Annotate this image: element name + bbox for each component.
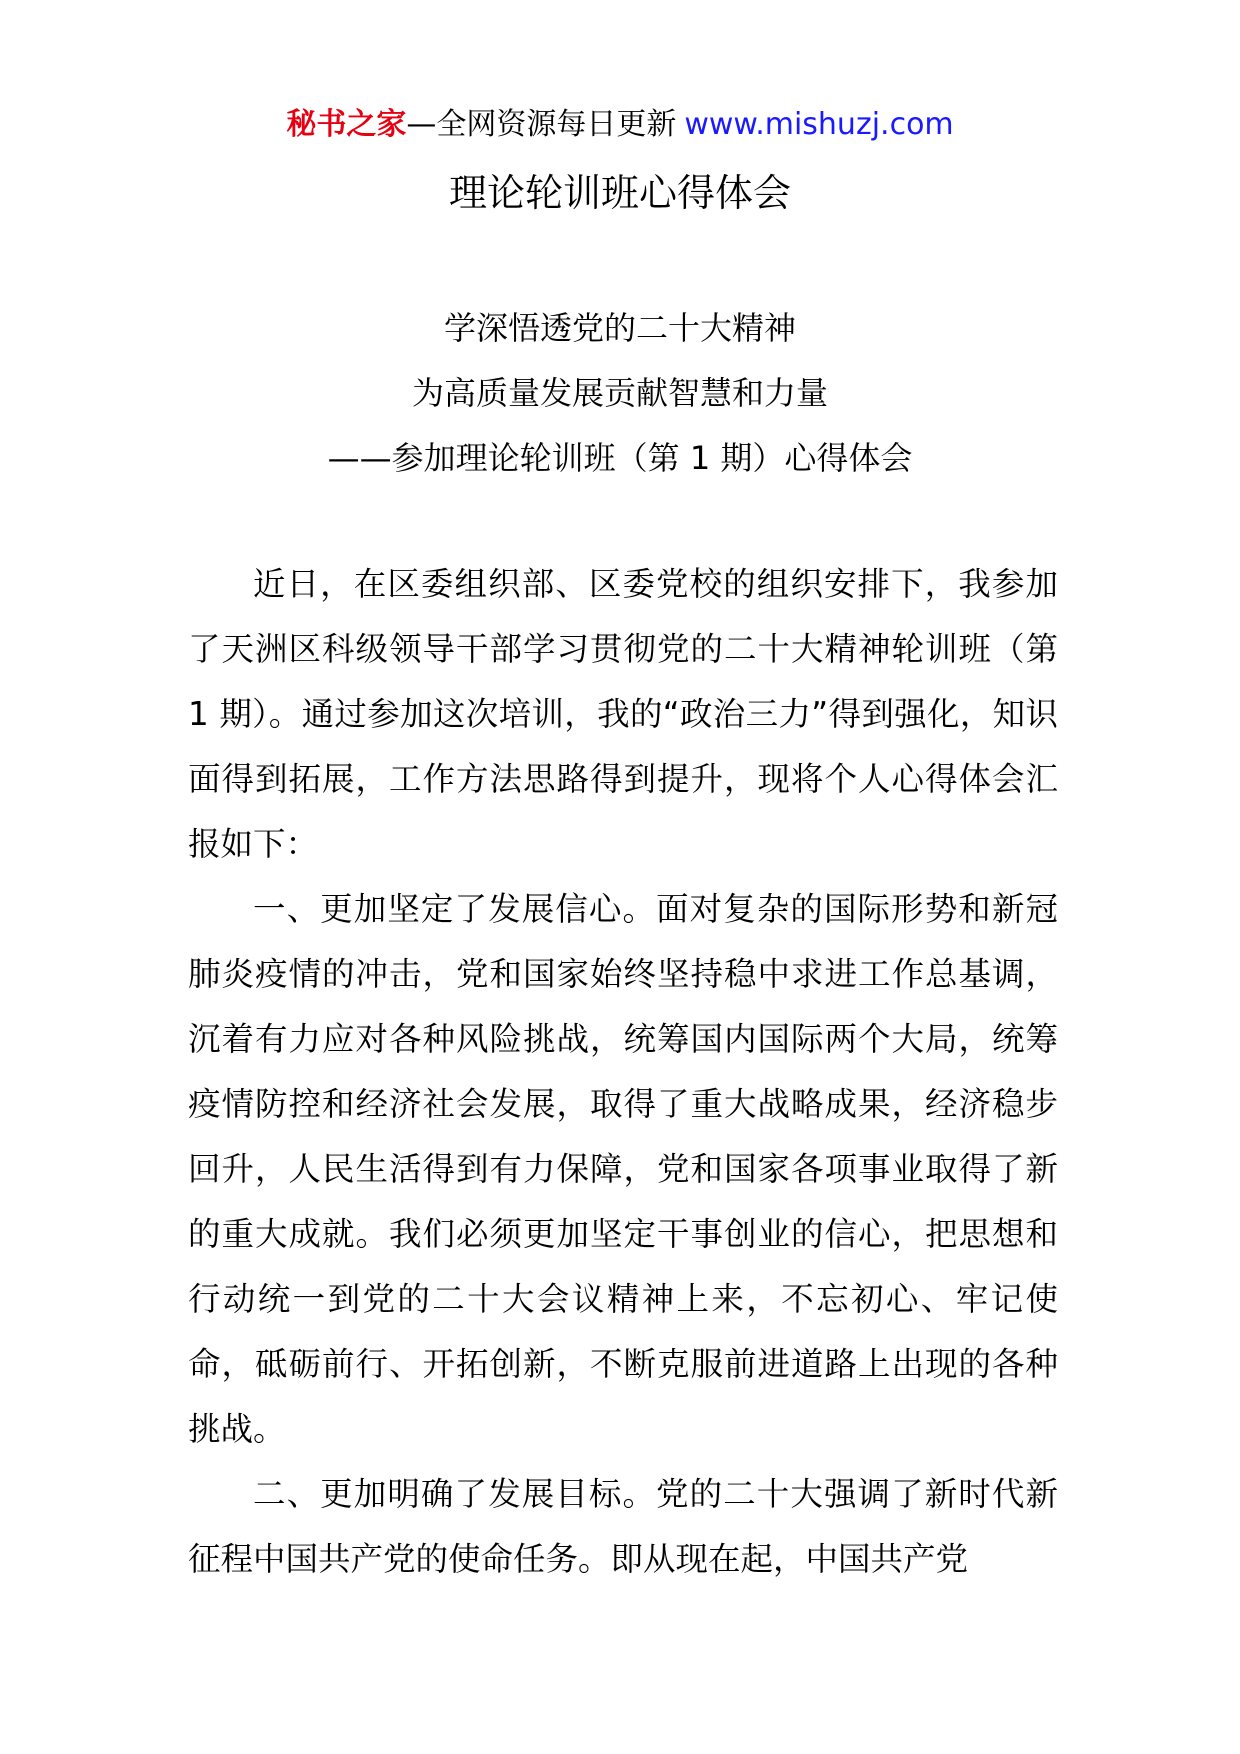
subtitle-line: 为高质量发展贡献智慧和力量 (411, 374, 828, 412)
body-paragraph: 二、更加明确了发展目标。党的二十大强调了新时代新征程中国共产党的使命任务。即从现在起，中国共产党 (188, 1475, 1058, 1578)
header-slogan: —全网资源每日更新 (406, 107, 677, 142)
body-paragraph: 一、更加坚定了发展信心。面对复杂的国际形势和新冠肺炎疫情的冲击，党和国家始终坚持稳中求进工作总基调，沉着有力应对各种风险挑战，统筹国内国际两个大局，统筹疫情防控和经济社会发展，取得了重大战略成果，经济稳步回升，人民生活得到有力保障，党和国家各项事业取得了新的重大成就。我们必须更加坚定干事创业的信心，把思想和行动统一到党的二十大会议精神上来，不忘初心、牢记使命，砥砺前行、开拓创新，不断克服前进道路上出现的各种挑战。 (188, 890, 1058, 1448)
document-title: 理论轮训班心得体会 (448, 171, 791, 215)
subtitle-line: 学深悟透党的二十大精神 (443, 309, 796, 347)
site-url-link[interactable]: www.mishuzj.com (684, 107, 954, 142)
subtitle-block (0, 296, 1240, 491)
document-body (188, 552, 1058, 1592)
body-paragraph: 近日，在区委组织部、区委党校的组织安排下，我参加了天洲区科级领导干部学习贯彻党的二十大精神轮训班（第 1 期）。通过参加这次培训，我的“政治三力”得到强化，知识面得到拓展，工作方法思路得到提升，现将个人心得体会汇报如下： (188, 565, 1058, 863)
brand-name: 秘书之家 (286, 107, 407, 142)
site-header (0, 100, 1240, 150)
subtitle-line: ——参加理论轮训班（第 1 期）心得体会 (327, 439, 913, 477)
